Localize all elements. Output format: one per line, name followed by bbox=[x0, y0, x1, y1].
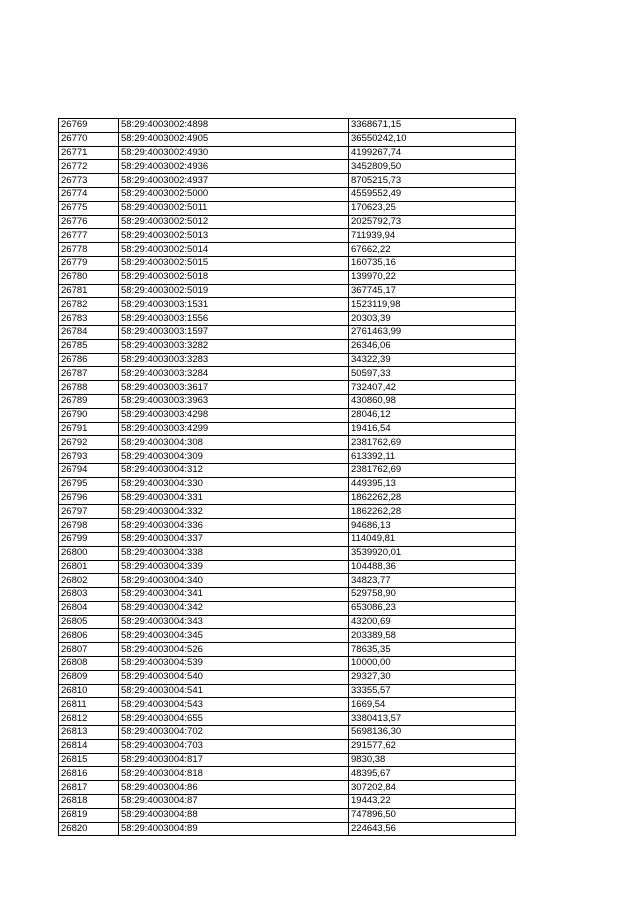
cadastral-number-cell: 58:29:4003004:309 bbox=[119, 450, 349, 464]
row-number-cell: 26809 bbox=[59, 670, 119, 684]
row-number-cell: 26802 bbox=[59, 574, 119, 588]
row-number-cell: 26803 bbox=[59, 588, 119, 602]
table-row bbox=[59, 174, 516, 188]
row-number-cell: 26801 bbox=[59, 560, 119, 574]
cadastral-number-cell: 58:29:4003004:331 bbox=[119, 491, 349, 505]
cadastral-number-cell: 58:29:4003004:539 bbox=[119, 657, 349, 671]
cadastral-value-cell: 48395,67 bbox=[349, 767, 516, 781]
row-number-cell: 26812 bbox=[59, 712, 119, 726]
row-number-cell: 26814 bbox=[59, 739, 119, 753]
row-number-cell: 26819 bbox=[59, 808, 119, 822]
table-row bbox=[59, 146, 516, 160]
row-number-cell: 26808 bbox=[59, 657, 119, 671]
row-number-cell: 26790 bbox=[59, 408, 119, 422]
row-number-cell: 26772 bbox=[59, 160, 119, 174]
table-row bbox=[59, 505, 516, 519]
table-row bbox=[59, 132, 516, 146]
table-row bbox=[59, 422, 516, 436]
table-row bbox=[59, 491, 516, 505]
row-number-cell: 26816 bbox=[59, 767, 119, 781]
cadastral-value-cell: 10000,00 bbox=[349, 657, 516, 671]
row-number-cell: 26771 bbox=[59, 146, 119, 160]
cadastral-value-cell: 2761463,99 bbox=[349, 325, 516, 339]
cadastral-value-cell: 8705215,73 bbox=[349, 174, 516, 188]
cadastral-value-cell: 747896,50 bbox=[349, 808, 516, 822]
cadastral-value-cell: 732407,42 bbox=[349, 381, 516, 395]
cadastral-value-cell: 104488,36 bbox=[349, 560, 516, 574]
cadastral-value-cell: 1862262,28 bbox=[349, 505, 516, 519]
cadastral-value-cell: 3368671,15 bbox=[349, 119, 516, 133]
table-row bbox=[59, 229, 516, 243]
cadastral-number-cell: 58:29:4003003:3284 bbox=[119, 367, 349, 381]
cadastral-number-cell: 58:29:4003004:330 bbox=[119, 477, 349, 491]
row-number-cell: 26805 bbox=[59, 615, 119, 629]
table-row bbox=[59, 394, 516, 408]
row-number-cell: 26775 bbox=[59, 201, 119, 215]
cadastral-value-cell: 139970,22 bbox=[349, 270, 516, 284]
cadastral-number-cell: 58:29:4003002:5014 bbox=[119, 243, 349, 257]
row-number-cell: 26789 bbox=[59, 394, 119, 408]
cadastral-number-cell: 58:29:4003003:1531 bbox=[119, 298, 349, 312]
cadastral-value-cell: 78635,35 bbox=[349, 643, 516, 657]
row-number-cell: 26797 bbox=[59, 505, 119, 519]
cadastral-value-cell: 19416,54 bbox=[349, 422, 516, 436]
table-row bbox=[59, 670, 516, 684]
table-row bbox=[59, 519, 516, 533]
cadastral-number-cell: 58:29:4003004:341 bbox=[119, 588, 349, 602]
row-number-cell: 26782 bbox=[59, 298, 119, 312]
cadastral-value-cell: 2381762,69 bbox=[349, 463, 516, 477]
cadastral-value-cell: 291577,62 bbox=[349, 739, 516, 753]
row-number-cell: 26793 bbox=[59, 450, 119, 464]
cadastral-number-cell: 58:29:4003004:87 bbox=[119, 795, 349, 809]
cadastral-value-cell: 1669,54 bbox=[349, 698, 516, 712]
cadastral-number-cell: 58:29:4003004:86 bbox=[119, 781, 349, 795]
table-row bbox=[59, 353, 516, 367]
cadastral-number-cell: 58:29:4003004:338 bbox=[119, 546, 349, 560]
table-row bbox=[59, 574, 516, 588]
row-number-cell: 26796 bbox=[59, 491, 119, 505]
cadastral-number-cell: 58:29:4003002:5012 bbox=[119, 215, 349, 229]
row-number-cell: 26786 bbox=[59, 353, 119, 367]
cadastral-number-cell: 58:29:4003004:340 bbox=[119, 574, 349, 588]
cadastral-value-cell: 5698136,30 bbox=[349, 726, 516, 740]
cadastral-number-cell: 58:29:4003003:3617 bbox=[119, 381, 349, 395]
cadastral-number-cell: 58:29:4003002:4930 bbox=[119, 146, 349, 160]
row-number-cell: 26779 bbox=[59, 256, 119, 270]
table-row bbox=[59, 160, 516, 174]
row-number-cell: 26792 bbox=[59, 436, 119, 450]
row-number-cell: 26777 bbox=[59, 229, 119, 243]
cadastral-value-cell: 1862262,28 bbox=[349, 491, 516, 505]
cadastral-number-cell: 58:29:4003002:4937 bbox=[119, 174, 349, 188]
cadastral-number-cell: 58:29:4003004:540 bbox=[119, 670, 349, 684]
table-row bbox=[59, 546, 516, 560]
table-row bbox=[59, 808, 516, 822]
cadastral-value-cell: 50597,33 bbox=[349, 367, 516, 381]
cadastral-value-cell: 170623,25 bbox=[349, 201, 516, 215]
row-number-cell: 26791 bbox=[59, 422, 119, 436]
table-row bbox=[59, 381, 516, 395]
cadastral-number-cell: 58:29:4003004:312 bbox=[119, 463, 349, 477]
cadastral-value-cell: 33355,57 bbox=[349, 684, 516, 698]
cadastral-value-cell: 9830,38 bbox=[349, 753, 516, 767]
cadastral-value-cell: 1523119,98 bbox=[349, 298, 516, 312]
table-row bbox=[59, 298, 516, 312]
row-number-cell: 26781 bbox=[59, 284, 119, 298]
row-number-cell: 26794 bbox=[59, 463, 119, 477]
cadastral-value-cell: 94686,13 bbox=[349, 519, 516, 533]
cadastral-number-cell: 58:29:4003004:332 bbox=[119, 505, 349, 519]
cadastral-number-cell: 58:29:4003002:5000 bbox=[119, 187, 349, 201]
table-row bbox=[59, 698, 516, 712]
table-row bbox=[59, 588, 516, 602]
table-row bbox=[59, 767, 516, 781]
cadastral-value-cell: 430860,98 bbox=[349, 394, 516, 408]
table-row bbox=[59, 477, 516, 491]
cadastral-number-cell: 58:29:4003002:4936 bbox=[119, 160, 349, 174]
cadastral-number-cell: 58:29:4003004:343 bbox=[119, 615, 349, 629]
table-row bbox=[59, 781, 516, 795]
row-number-cell: 26776 bbox=[59, 215, 119, 229]
cadastral-number-cell: 58:29:4003003:4299 bbox=[119, 422, 349, 436]
cadastral-number-cell: 58:29:4003002:5011 bbox=[119, 201, 349, 215]
cadastral-value-cell: 36550242,10 bbox=[349, 132, 516, 146]
row-number-cell: 26815 bbox=[59, 753, 119, 767]
table-row bbox=[59, 643, 516, 657]
cadastral-value-cell: 711939,94 bbox=[349, 229, 516, 243]
row-number-cell: 26804 bbox=[59, 601, 119, 615]
row-number-cell: 26818 bbox=[59, 795, 119, 809]
table-body bbox=[59, 119, 516, 836]
cadastral-value-cell: 3452809,50 bbox=[349, 160, 516, 174]
row-number-cell: 26785 bbox=[59, 339, 119, 353]
table-row bbox=[59, 215, 516, 229]
cadastral-number-cell: 58:29:4003004:703 bbox=[119, 739, 349, 753]
cadastral-number-cell: 58:29:4003002:4905 bbox=[119, 132, 349, 146]
cadastral-number-cell: 58:29:4003004:817 bbox=[119, 753, 349, 767]
row-number-cell: 26788 bbox=[59, 381, 119, 395]
cadastral-number-cell: 58:29:4003004:702 bbox=[119, 726, 349, 740]
row-number-cell: 26817 bbox=[59, 781, 119, 795]
row-number-cell: 26780 bbox=[59, 270, 119, 284]
cadastral-value-cell: 29327,30 bbox=[349, 670, 516, 684]
cadastral-number-cell: 58:29:4003004:342 bbox=[119, 601, 349, 615]
table-row bbox=[59, 629, 516, 643]
table-row bbox=[59, 284, 516, 298]
table-row bbox=[59, 684, 516, 698]
cadastral-value-cell: 4199267,74 bbox=[349, 146, 516, 160]
row-number-cell: 26773 bbox=[59, 174, 119, 188]
cadastral-number-cell: 58:29:4003003:1597 bbox=[119, 325, 349, 339]
cadastral-number-cell: 58:29:4003004:345 bbox=[119, 629, 349, 643]
cadastral-number-cell: 58:29:4003004:308 bbox=[119, 436, 349, 450]
table-row bbox=[59, 339, 516, 353]
table-row bbox=[59, 312, 516, 326]
table-row bbox=[59, 753, 516, 767]
table-row bbox=[59, 201, 516, 215]
table-row bbox=[59, 436, 516, 450]
cadastral-number-cell: 58:29:4003003:3963 bbox=[119, 394, 349, 408]
table-row bbox=[59, 712, 516, 726]
cadastral-number-cell: 58:29:4003004:526 bbox=[119, 643, 349, 657]
row-number-cell: 26778 bbox=[59, 243, 119, 257]
cadastral-number-cell: 58:29:4003003:4298 bbox=[119, 408, 349, 422]
cadastral-number-cell: 58:29:4003003:3282 bbox=[119, 339, 349, 353]
cadastral-number-cell: 58:29:4003004:818 bbox=[119, 767, 349, 781]
table-row bbox=[59, 726, 516, 740]
row-number-cell: 26799 bbox=[59, 532, 119, 546]
cadastral-value-cell: 449395,13 bbox=[349, 477, 516, 491]
cadastral-number-cell: 58:29:4003002:5018 bbox=[119, 270, 349, 284]
table-row bbox=[59, 256, 516, 270]
cadastral-value-cell: 653086,23 bbox=[349, 601, 516, 615]
table-row bbox=[59, 560, 516, 574]
cadastral-value-cell: 3380413,57 bbox=[349, 712, 516, 726]
cadastral-number-cell: 58:29:4003004:336 bbox=[119, 519, 349, 533]
row-number-cell: 26774 bbox=[59, 187, 119, 201]
row-number-cell: 26820 bbox=[59, 822, 119, 836]
table-row bbox=[59, 243, 516, 257]
row-number-cell: 26769 bbox=[59, 119, 119, 133]
cadastral-value-cell: 160735,16 bbox=[349, 256, 516, 270]
cadastral-value-cell: 114049,81 bbox=[349, 532, 516, 546]
table-row bbox=[59, 325, 516, 339]
row-number-cell: 26795 bbox=[59, 477, 119, 491]
cadastral-number-cell: 58:29:4003004:655 bbox=[119, 712, 349, 726]
table-row bbox=[59, 463, 516, 477]
table-row bbox=[59, 119, 516, 133]
cadastral-number-cell: 58:29:4003004:543 bbox=[119, 698, 349, 712]
table-row bbox=[59, 450, 516, 464]
table-row bbox=[59, 795, 516, 809]
cadastral-number-cell: 58:29:4003004:337 bbox=[119, 532, 349, 546]
table-row bbox=[59, 739, 516, 753]
cadastral-value-cell: 529758,90 bbox=[349, 588, 516, 602]
cadastral-value-cell: 19443,22 bbox=[349, 795, 516, 809]
cadastral-value-cell: 34322,39 bbox=[349, 353, 516, 367]
row-number-cell: 26806 bbox=[59, 629, 119, 643]
cadastral-number-cell: 58:29:4003004:89 bbox=[119, 822, 349, 836]
cadastral-number-cell: 58:29:4003004:541 bbox=[119, 684, 349, 698]
row-number-cell: 26787 bbox=[59, 367, 119, 381]
table-row bbox=[59, 187, 516, 201]
cadastral-number-cell: 58:29:4003004:88 bbox=[119, 808, 349, 822]
row-number-cell: 26811 bbox=[59, 698, 119, 712]
cadastre-value-table bbox=[58, 118, 516, 836]
row-number-cell: 26770 bbox=[59, 132, 119, 146]
table-row bbox=[59, 367, 516, 381]
cadastral-number-cell: 58:29:4003002:4898 bbox=[119, 119, 349, 133]
row-number-cell: 26807 bbox=[59, 643, 119, 657]
cadastral-value-cell: 4559552,49 bbox=[349, 187, 516, 201]
cadastral-value-cell: 43200,69 bbox=[349, 615, 516, 629]
row-number-cell: 26800 bbox=[59, 546, 119, 560]
cadastral-number-cell: 58:29:4003004:339 bbox=[119, 560, 349, 574]
cadastral-value-cell: 67662,22 bbox=[349, 243, 516, 257]
cadastral-number-cell: 58:29:4003003:3283 bbox=[119, 353, 349, 367]
table-row bbox=[59, 270, 516, 284]
cadastral-number-cell: 58:29:4003002:5015 bbox=[119, 256, 349, 270]
row-number-cell: 26798 bbox=[59, 519, 119, 533]
cadastral-value-cell: 307202,84 bbox=[349, 781, 516, 795]
table-row bbox=[59, 408, 516, 422]
cadastral-number-cell: 58:29:4003003:1556 bbox=[119, 312, 349, 326]
cadastral-number-cell: 58:29:4003002:5013 bbox=[119, 229, 349, 243]
table-row bbox=[59, 532, 516, 546]
cadastral-value-cell: 3539920,01 bbox=[349, 546, 516, 560]
table-row bbox=[59, 615, 516, 629]
cadastral-number-cell: 58:29:4003002:5019 bbox=[119, 284, 349, 298]
table-row bbox=[59, 657, 516, 671]
table-row bbox=[59, 601, 516, 615]
cadastral-value-cell: 26346,06 bbox=[349, 339, 516, 353]
cadastral-value-cell: 20303,39 bbox=[349, 312, 516, 326]
row-number-cell: 26813 bbox=[59, 726, 119, 740]
cadastral-value-cell: 224643,56 bbox=[349, 822, 516, 836]
cadastral-value-cell: 28046,12 bbox=[349, 408, 516, 422]
row-number-cell: 26784 bbox=[59, 325, 119, 339]
cadastral-value-cell: 367745,17 bbox=[349, 284, 516, 298]
cadastral-value-cell: 2381762,69 bbox=[349, 436, 516, 450]
table-row bbox=[59, 822, 516, 836]
cadastral-value-cell: 613392,11 bbox=[349, 450, 516, 464]
cadastral-value-cell: 34823,77 bbox=[349, 574, 516, 588]
row-number-cell: 26810 bbox=[59, 684, 119, 698]
row-number-cell: 26783 bbox=[59, 312, 119, 326]
cadastral-value-cell: 203389,58 bbox=[349, 629, 516, 643]
cadastral-value-cell: 2025792,73 bbox=[349, 215, 516, 229]
